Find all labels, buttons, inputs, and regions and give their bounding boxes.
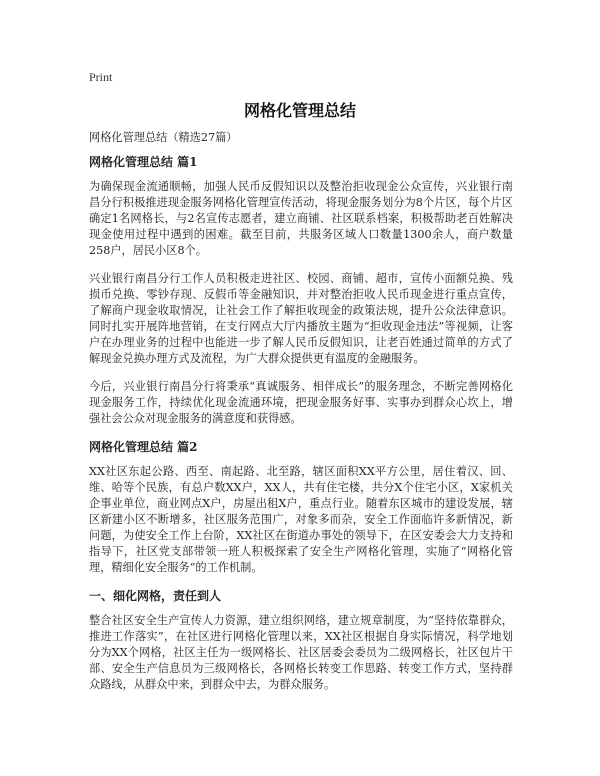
section-1-paragraph-1: 为确保现金流通顺畅，加强人民币反假知识以及整治拒收现金公众宣传，兴业银行南昌分行积极推进现金服务网格化管理宣传活动，将现金服务划分为8个片区，每个片区确定1名网格长，与2名宣传志愿者，建立商铺、社区联系档案，积极帮助老百姓解决现金使用过程中遇到的困难。截至目前，共服务区域人口数量1300余人，商户数量258户，居民小区8个。: [89, 180, 513, 257]
subsection-paragraph: 整合社区安全生产宣传人力资源，建立组织网络，建立规章制度，为“坚持依靠群众，推进工作落实”，在社区进行网格化管理以来，XX社区根据自身实际情况，科学地划分为XX个网格，社区主任为一级网格长、社区居委会委员为二级网格长，社区包片干部、安全生产信息员为三级网格长，各网格长转变工作思路、转变工作方式，坚持群众路线，从群众中来，到群众中去，为群众服务。: [89, 614, 513, 691]
section-heading-1: 网格化管理总结 篇1: [89, 155, 198, 169]
document-body: [89, 130, 513, 705]
document-subtitle: 网格化管理总结（精选27篇）: [89, 131, 238, 144]
section-1-paragraph-3: 今后，兴业银行南昌分行将秉承“真诚服务、相伴成长”的服务理念，不断完善网格化现金服务工作，持续优化现金流通环境，把现金服务好事、实事办到群众心坎上，增强社会公众对现金服务的满意度和获得感。: [89, 380, 513, 425]
document-title: 网格化管理总结: [243, 101, 356, 120]
print-link[interactable]: Print: [89, 70, 113, 84]
section-2-paragraph-1: XX社区东起公路、西至、南起路、北至路，辖区面积XX平方公里，居住着汉、回、维、哈等个民族，有总户数XX户，XX人，共有住宅楼，共分X个住宅小区，X家机关企事业单位，商业网点X户，房屋出租X户，重点行业。随着东区城市的建设发展，辖区新建小区不断增多，社区服务范围广，对象多而杂，安全工作面临许多新情况，新问题，为使安全工作上台阶，XX社区在街道办事处的领导下，在区安委会大力支持和指导下，社区党支部带领一班人积极探索了安全生产网格化管理，实施了“网格化管理，精细化安全服务”的工作机制。: [89, 465, 513, 574]
section-1-paragraph-2: 兴业银行南昌分行工作人员积极走进社区、校园、商铺、超市，宣传小面额兑换、残损币兑换、零钞存现、反假币等金融知识，并对整治拒收人民币现金进行重点宣传，了解商户现金收取情况，让社会工作了解拒收现金的政策法规，提升公众法律意识。同时扎实开展阵地营销，在支行网点大厅内播放主题为“拒收现金违法”等视频，让客户在办理业务的过程中也能进一步了解人民币反假知识，让老百姓通过简单的方式了解现金兑换办理方式及流程，为广大群众提供更有温度的金融服务。: [89, 272, 513, 365]
subsection-heading: 一、细化网格，责任到人: [89, 589, 222, 603]
section-heading-2: 网格化管理总结 篇2: [89, 440, 198, 454]
